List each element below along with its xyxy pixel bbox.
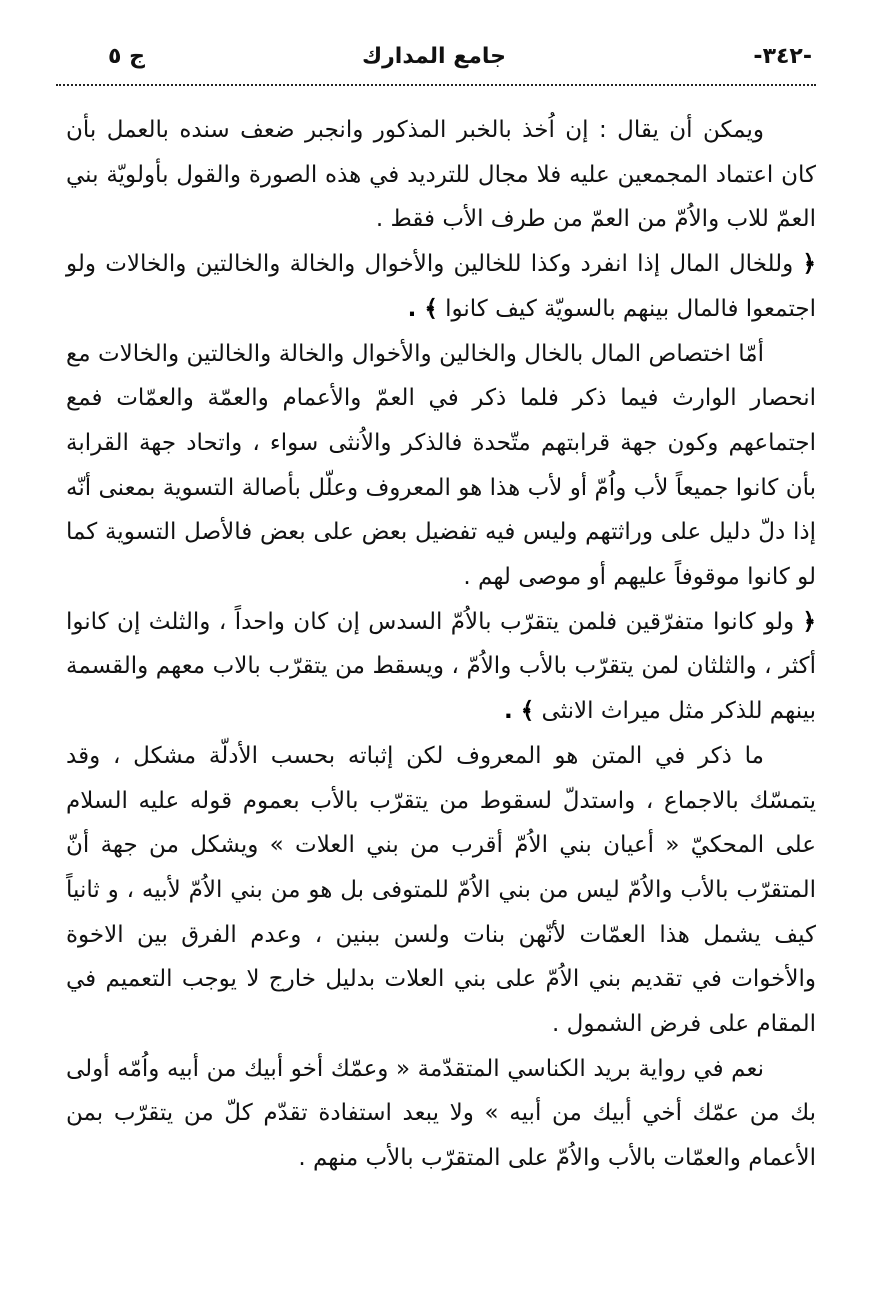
body-text bbox=[66, 108, 816, 1181]
quote-close-mark: ﴾ . bbox=[407, 295, 438, 322]
header-dotted-rule bbox=[56, 84, 816, 86]
quote-open-mark: ﴿ bbox=[802, 251, 816, 278]
book-title: جامع المدارك bbox=[361, 44, 507, 69]
paragraph-matn-2 bbox=[66, 600, 816, 734]
page-number: -٣٤٢- bbox=[753, 44, 812, 69]
paragraph-text: وللخال المال إذا انفرد وكذا للخالين والأخوال والخالة والخالتين والخالات ولو اجتمعوا فالمال بينهم بالسويّة كيف كانوا bbox=[66, 251, 816, 322]
paragraph-text: ولو كانوا متفرّقين فلمن يتقرّب بالاُمّ السدس إن كان واحداً ، والثلث إن كانوا أكثر ، والثلثان لمن يتقرّب بالأب والاُمّ ، ويسقط من يتقرّب بالاب معهم والقسمة بينهم للذكر مثل ميراث الانثى bbox=[66, 608, 816, 725]
paragraph-text: ويمكن أن يقال : إن اُخذ بالخبر المذكور وانجبر ضعف سنده بالعمل بأن كان اعتماد المجمعين عليه فلا مجال للترديد في هذه الصورة والقول بأولويّة بني العمّ للاب والاُمّ من العمّ من طرف الأب فقط . bbox=[66, 117, 816, 233]
quote-open-mark: ﴿ bbox=[802, 608, 816, 635]
paragraph-commentary-3 bbox=[66, 734, 816, 1047]
paragraph-commentary-2 bbox=[66, 332, 816, 600]
paragraph-text: نعم في رواية بريد الكناسي المتقدّمة « وعمّك أخو أبيك من أبيه واُمّه أولى بك من عمّك أخي أبيك من أبيه » ولا يبعد استفادة تقدّم كلّ من يتقرّب بمن الأعمام والعمّات بالأب والاُمّ على المتقرّب بالأب منهم . bbox=[66, 1055, 816, 1172]
paragraph-matn-1 bbox=[66, 242, 816, 331]
paragraph-text: ما ذكر في المتن هو المعروف لكن إثباته بحسب الأدلّة مشكل ، وقد يتمسّك بالاجماع ، واستدلّ لسقوط من يتقرّب بالأب بعموم قوله عليه السلام على المحكيّ « أعيان بني الاُمّ أقرب من بني العلات » ويشكل من جهة أنّ المتقرّب بالأب والاُمّ ليس من بني الاُمّ للمتوفى بل هو من بني الاُمّ لأبيه ، و ثانياً كيف يشمل هذا العمّات لأنّهن بنات ولسن ببنين ، وعدم الفرق بين الاخوة والأخوات في تقديم بني الاُمّ على بني العلات بدليل خارج لا يوجب التعميم في المقام على فرض الشمول . bbox=[66, 742, 816, 1038]
paragraph-text: أمّا اختصاص المال بالخال والخالين والأخوال والخالة والخالتين والخالات مع انحصار الوارث فيما ذكر فلما ذكر في العمّ والأعمام والعمّة والعمّات فمع اجتماعهم وكون جهة قرابتهم متّحدة فالذكر والاُنثى سواء ، واتحاد جهة القرابة بأن كانوا جميعاً لأب واُمّ أو لأب هذا هو المعروف وعلّل بأصالة التسوية بمعنى أنّه إذا دلّ دليل على وراثتهم وليس فيه تفضيل بعض على بعض فالأصل التسوية كما لو كانوا موقوفاً عليهم أو موصى لهم . bbox=[66, 340, 816, 591]
quote-close-mark: ﴾ . bbox=[503, 698, 535, 725]
paragraph-commentary-4 bbox=[66, 1047, 816, 1181]
page-header bbox=[56, 34, 812, 80]
volume-number: ج ٥ bbox=[108, 44, 145, 69]
paragraph-commentary-1 bbox=[66, 108, 816, 242]
